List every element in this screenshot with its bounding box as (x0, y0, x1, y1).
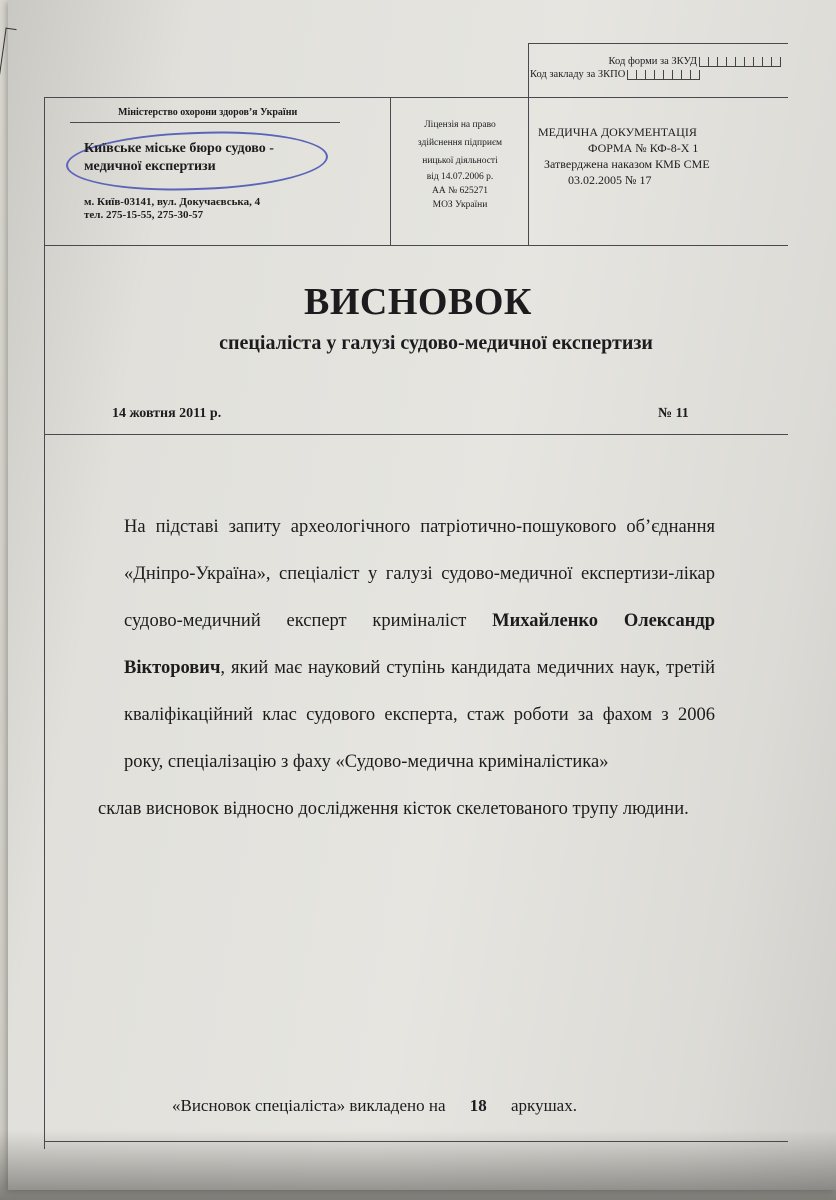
footer-page-count: 18 (469, 1096, 487, 1115)
frame-left-vertical (44, 97, 45, 1149)
meddoc-line-1: МЕДИЧНА ДОКУМЕНТАЦІЯ (538, 125, 697, 139)
meddoc-line-3: Затверджена наказом КМБ СМЕ (544, 157, 710, 171)
address-line-2: тел. 275-15-55, 275-30-57 (84, 209, 204, 221)
specialist-name: Михайленко Олександр Вікторович (124, 611, 715, 678)
bureau-line-2: медичної експертизи (84, 159, 216, 174)
footer-sheets-note (172, 1096, 577, 1116)
document-subtitle: спеціаліста у галузі судово-медичної експертизи (219, 332, 653, 354)
license-line: від 14.07.2006 р. (426, 172, 494, 182)
frame-header-bottom-line (44, 245, 788, 246)
meddoc-line-4: 03.02.2005 № 17 (568, 173, 652, 187)
license-line: МОЗ України (432, 200, 488, 210)
frame-right-vertical (528, 43, 529, 245)
license-block (392, 116, 528, 212)
body-p1-part2: , який має науковий ступінь кандидата медичних наук, третій кваліфікаційний клас судового експерта, стаж роботи за фахом з 2006 року, спеціалізацію з фаху «Судово-медична криміналістика» (124, 658, 715, 772)
codes-box (530, 55, 780, 81)
footer-text-before: «Висновок спеціаліста» викладено на (172, 1096, 446, 1115)
institution-code-row (530, 68, 780, 81)
frame-top-line (44, 97, 788, 98)
frame-mid-vertical (390, 97, 391, 245)
license-line: здійснення підприєм (417, 138, 503, 148)
license-line: АА № 625271 (431, 186, 489, 196)
document-number: № 11 (658, 406, 689, 421)
license-line: ницької діяльності (422, 156, 498, 166)
meddoc-line-2: ФОРМА № КФ-8-Х 1 (588, 141, 699, 155)
institution-code-cells (627, 70, 699, 80)
body-p1-part1: На підставі запиту археологічного патріотично-пошукового об’єднання «Дніпро-Україна», спеціаліст у галузі судово-медичної експертизи-лікар судово-медичний експерт криміналіст (124, 517, 715, 631)
body-paragraph-2: склав висновок відносно дослідження кісток скелетованого трупу людини. (98, 799, 689, 819)
document-date: 14 жовтня 2011 р. (112, 406, 222, 421)
bureau-line-1: Київське міське бюро судово - (84, 141, 274, 156)
footer-text-after: аркушах. (511, 1096, 577, 1115)
body-paragraph-1 (124, 504, 715, 786)
license-line: Ліцензія на право (424, 120, 496, 130)
form-code-label: Код форми за ЗКУД (608, 56, 697, 67)
frame-date-line (44, 434, 788, 435)
address-line-1: м. Київ-03141, вул. Докучаєвська, 4 (84, 196, 261, 208)
institution-code-label: Код закладу за ЗКПО (530, 69, 626, 80)
ministry-underline (70, 122, 340, 123)
ministry-name: Міністерство охорони здоров’я України (118, 107, 298, 118)
bottom-shadow (0, 1130, 836, 1200)
medical-documentation-block (538, 124, 710, 188)
bureau-address (84, 196, 260, 222)
form-code-cells (699, 57, 780, 67)
document-title: ВИСНОВОК (304, 281, 532, 323)
frame-top-right-line (528, 43, 788, 44)
body-text (98, 504, 715, 833)
bureau-name (84, 140, 274, 176)
form-code-row (530, 55, 780, 68)
